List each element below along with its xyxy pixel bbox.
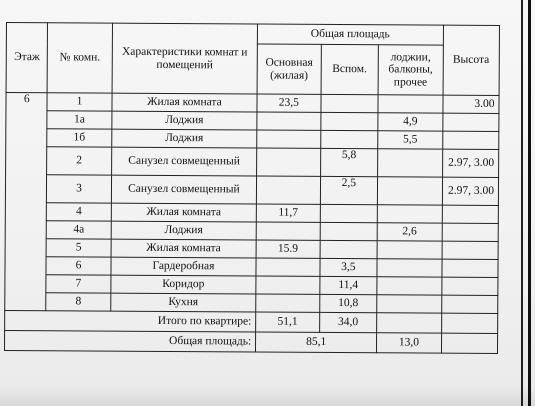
room-name: Гардеробная [111,257,257,276]
header-height: Высота [443,25,500,95]
header-characteristics: Характеристики комнат и помещений [112,23,258,94]
aux-area [320,112,378,130]
total-area-value: 85,1 [256,332,377,353]
room-number: 3 [47,175,111,203]
room-number: 1а [47,111,111,129]
aux-area [320,130,378,148]
room-name: Жилая комната [111,203,257,222]
apartment-total-loggia [377,313,441,333]
main-area: 23,5 [257,94,320,112]
loggia-area [378,177,443,205]
header-main-living: Основная (жилая) [257,44,321,94]
room-number: 2 [47,147,111,175]
loggia-area [378,95,442,113]
main-area [256,276,319,294]
room-height: 2.97, 3.00 [442,177,499,205]
header-auxiliary: Вспом. [321,44,379,94]
room-number: 1б [47,129,111,147]
loggia-area [377,259,441,277]
total-loggia-value: 13,0 [377,333,441,353]
apartment-total-aux: 34,0 [319,312,377,332]
room-name: Санузел совмещенный [111,147,257,176]
room-number: 4а [47,221,111,239]
total-area-row [4,330,497,353]
header-floor: Этаж [6,23,48,93]
room-areas-table [4,22,500,354]
room-height [442,113,499,131]
room-number: 8 [46,293,110,311]
room-height [442,131,499,149]
header-loggias: лоджии, балконы, прочее [378,45,443,95]
apartment-total-label: Итого по квартире: [5,310,256,332]
page-edge-line [521,0,523,406]
room-name: Лоджия [111,129,257,148]
room-name: Лоджия [111,221,257,240]
aux-area [320,94,378,112]
room-number: 4 [47,203,111,221]
total-area-label: Общая площадь: [4,330,255,352]
aux-area [320,222,378,240]
room-number: 7 [46,275,110,293]
page-edge-shadow [528,0,531,406]
main-area: 11,7 [256,204,319,222]
loggia-area [377,241,441,259]
header-room-number: № комн. [47,23,112,93]
aux-area: 11,4 [319,276,377,294]
room-name: Кухня [110,293,256,312]
loggia-area: 2,6 [377,223,441,241]
main-area [256,294,319,312]
main-area [256,222,319,240]
total-area-height [441,333,498,353]
aux-area: 5,8 [320,148,378,176]
aux-area: 10,8 [319,294,377,312]
table-row [6,147,499,178]
room-name: Коридор [111,275,257,294]
apartment-total-height [441,313,498,333]
page-bottom-shadow [0,386,535,406]
room-height: 3.00 [443,95,500,113]
room-height [442,241,499,259]
aux-area [320,240,378,258]
room-number: 1 [47,93,111,111]
loggia-area: 5,5 [378,131,442,149]
room-height [442,205,499,223]
room-height [442,223,499,241]
room-name: Жилая комната [112,93,258,112]
room-height: 2.97, 3.00 [442,149,499,177]
aux-area [320,204,378,222]
room-name: Жилая комната [111,239,257,258]
aux-area: 2,5 [320,176,378,204]
loggia-area [378,149,443,177]
room-number: 5 [46,239,110,257]
loggia-area [377,277,441,295]
loggia-area [377,205,441,223]
loggia-area: 4,9 [378,113,442,131]
loggia-area [377,295,441,313]
room-name: Лоджия [112,111,258,130]
room-height [442,259,499,277]
main-area [256,258,319,276]
floor-cell: 6 [5,93,48,311]
header-total-area: Общая площадь [258,24,443,45]
main-area [257,148,320,176]
room-height [441,295,498,313]
room-height [441,277,498,295]
main-area [257,112,320,130]
main-area [257,176,320,204]
apartment-total-main: 51,1 [256,312,319,332]
aux-area: 3,5 [319,258,377,276]
room-number: 6 [46,257,110,275]
main-area [257,130,320,148]
table-row [5,175,498,206]
room-name: Санузел совмещенный [111,175,257,204]
main-area: 15.9 [256,240,319,258]
